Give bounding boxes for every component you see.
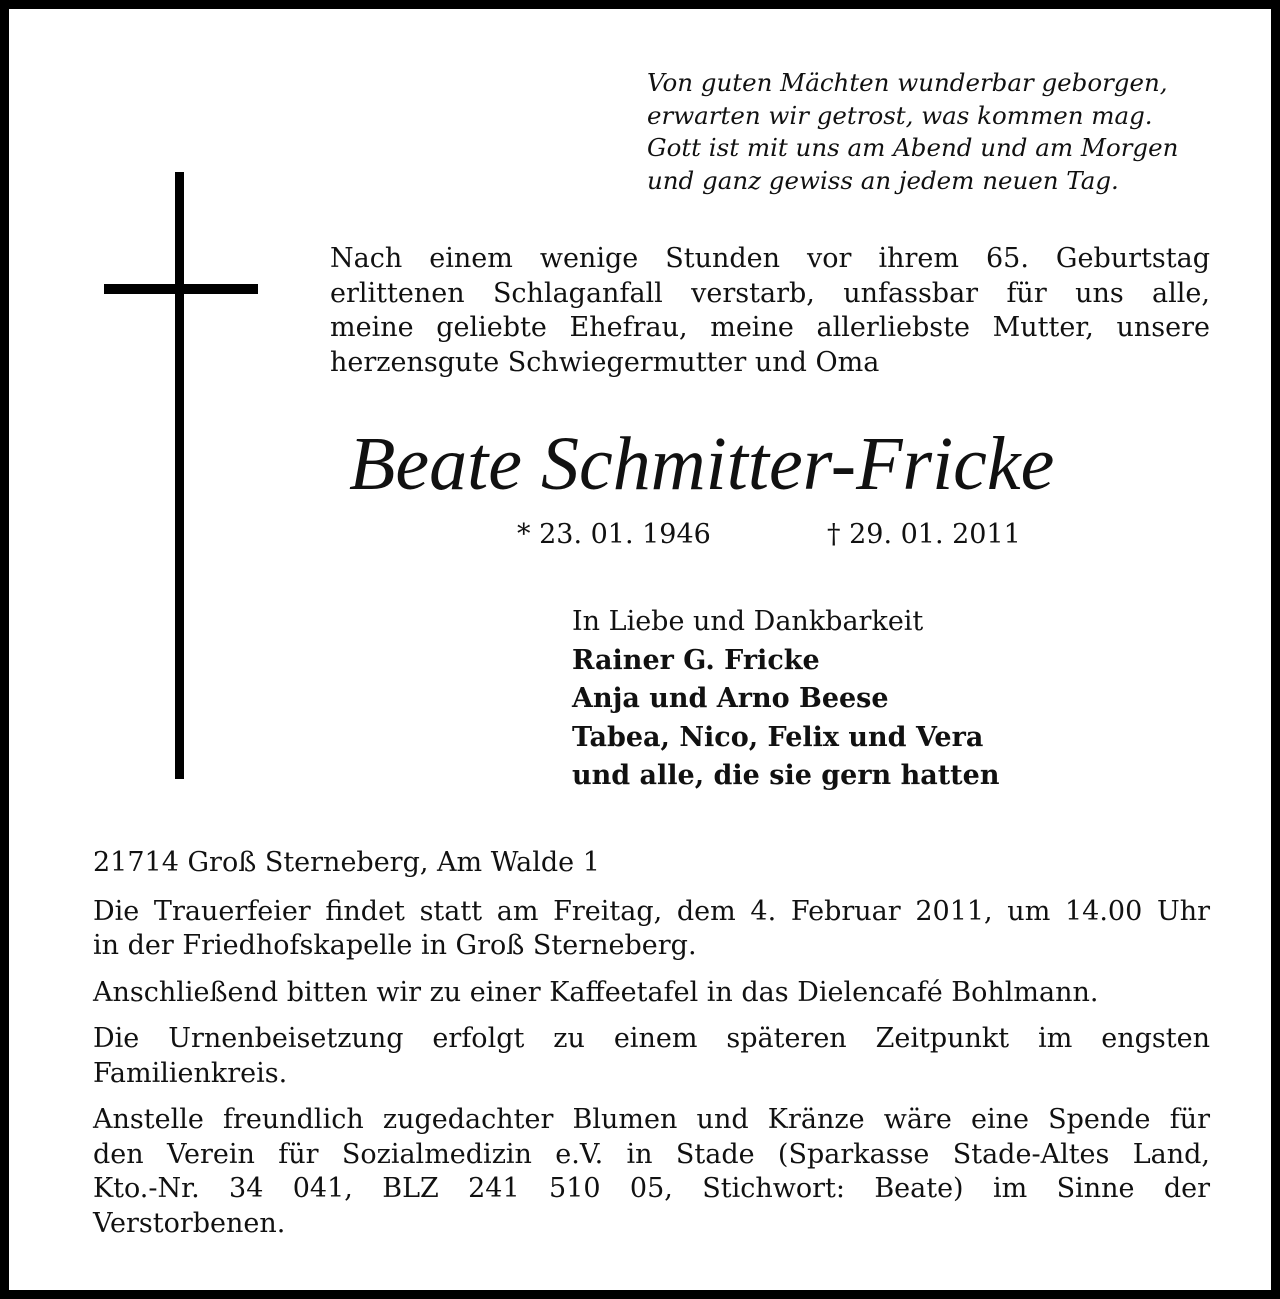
quote-line: Gott ist mit uns am Abend und am Morgen xyxy=(647,133,1179,162)
family-address: 21714 Groß Sterneberg, Am Walde 1 xyxy=(93,847,600,878)
deceased-name: Beate Schmitter-Fricke xyxy=(349,422,1055,506)
intro-line: erlittenen Schlaganfall verstarb, unfassbar für uns alle, xyxy=(330,277,1210,309)
quote-line: erwarten wir getrost, was kommen mag. xyxy=(647,100,1153,130)
birth-date: * 23. 01. 1946 xyxy=(517,519,711,550)
mourner-name: Tabea, Nico, Felix und Vera xyxy=(572,721,984,753)
mourner-name: und alle, die sie gern hatten xyxy=(572,760,1000,791)
donation-line: Verstorbenen. xyxy=(93,1207,286,1239)
funeral-line: Die Trauerfeier findet statt am Freitag, dem 4. Februar 2011, um 14.00 Uhr xyxy=(93,895,1210,927)
intro-line: Nach einem wenige Stunden vor ihrem 65. Geburtstag xyxy=(330,243,1210,274)
intro-text xyxy=(330,242,1210,380)
notice-details xyxy=(93,846,1210,1253)
mourner-name: Rainer G. Fricke xyxy=(572,644,820,676)
death-date: † 29. 01. 2011 xyxy=(827,519,1021,550)
quote-line: und ganz gewiss an jedem neuen Tag. xyxy=(647,165,1119,195)
mourners-block xyxy=(572,603,999,796)
donation-notice xyxy=(93,1103,1210,1241)
bible-quote xyxy=(647,67,1227,197)
cross-icon-horizontal-bar xyxy=(104,284,258,294)
intro-line: herzensgute Schwiegermutter und Oma xyxy=(330,346,880,378)
donation-line: Kto.-Nr. 34 041, BLZ 241 510 05, Stichwort: Beate) im Sinne der xyxy=(93,1173,1210,1204)
funeral-line: in der Friedhofskapelle in Groß Sterneberg. xyxy=(93,930,697,961)
donation-line: den Verein für Sozialmedizin e.V. in Stade (Sparkasse Stade-Altes Land, xyxy=(93,1138,1210,1170)
cafe-notice xyxy=(93,976,1210,1011)
quote-line: Von guten Mächten wunderbar geborgen, xyxy=(647,68,1168,97)
intro-line: meine geliebte Ehefrau, meine allerliebste Mutter, unsere xyxy=(330,312,1210,343)
cafe-line: Anschließend bitten wir zu einer Kaffeetafel in das Dielencafé Bohlmann. xyxy=(93,976,1099,1008)
urn-line: Familienkreis. xyxy=(93,1057,288,1089)
urn-notice xyxy=(93,1022,1210,1091)
urn-line: Die Urnenbeisetzung erfolgt zu einem späteren Zeitpunkt im engsten xyxy=(93,1023,1210,1054)
mourners-heading: In Liebe und Dankbarkeit xyxy=(572,606,924,637)
cross-icon-vertical-bar xyxy=(175,172,184,779)
mourner-name: Anja und Arno Beese xyxy=(572,683,889,714)
funeral-notice xyxy=(93,895,1210,964)
donation-line: Anstelle freundlich zugedachter Blumen und Kränze wäre eine Spende für xyxy=(93,1104,1210,1135)
